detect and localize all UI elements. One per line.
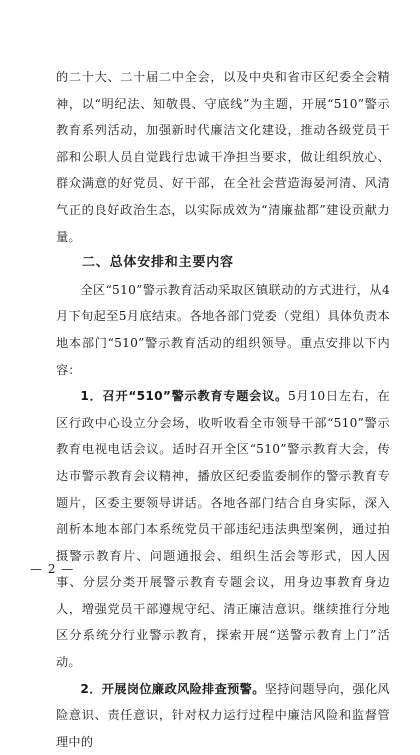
list-item-1	[56, 383, 390, 676]
list-item-1-body: 5月10日左右，在区行政中心设立分会场，收听收看全市领导干部“510”警示教育电视电话会议。适时召开全区“510”警示教育大会，传达市警示教育会议精神，播放区纪委监委制作的警示教育专题片，区委主要领导讲话。各地各部门结合自身实际，深入剖析本地本部门本系统党员干部违纪违法典型案例，通过拍摄警示教育片、问题通报会、组织生活会等形式，因人因事、分层分类开展警示教育专题会议，用身边事教育身边人，增强党员干部遵规守纪、清正廉洁意识。继续推行分地区分系统分行业警示教育，探索开展“送警示教育上门”活动。	[56, 389, 390, 670]
list-item-2-title: 2．开展岗位廉政风险排查预警。	[80, 681, 265, 696]
list-item-1-title: 1．召开“510”警示教育专题会议。	[80, 389, 288, 404]
page-number: — 2 —	[30, 562, 75, 576]
list-item-2-body: 坚持问题导向，强化风险意识、责任意识，针对权力运行过程中廉洁风险和监督管理中的	[56, 681, 390, 749]
list-item-2	[56, 676, 390, 755]
section-heading-overall-arrangement: 二、总体安排和主要内容	[82, 255, 234, 271]
paragraph-arrangement-intro: 全区“510”警示教育活动采取区镇联动的方式进行，从4月下旬起至5月底结束。各地各部门党委（党组）具体负责本地本部门“510”警示教育活动的组织领导。重点安排以下内容：	[56, 282, 390, 377]
paragraph-continuation: 的二十大、二十届二中全会，以及中央和省市区纪委全会精神，以“明纪法、知敬畏、守底线”为主题，开展“510”警示教育系列活动，加强新时代廉洁文化建设，推动各级党员干部和公职人员自觉践行忠诚干净担当要求，做让组织放心、群众满意的好党员、好干部，在全社会营造海晏河清、风清气正的良好政治生态，以实际成效为“清廉盐都”建设贡献力量。	[56, 70, 390, 244]
